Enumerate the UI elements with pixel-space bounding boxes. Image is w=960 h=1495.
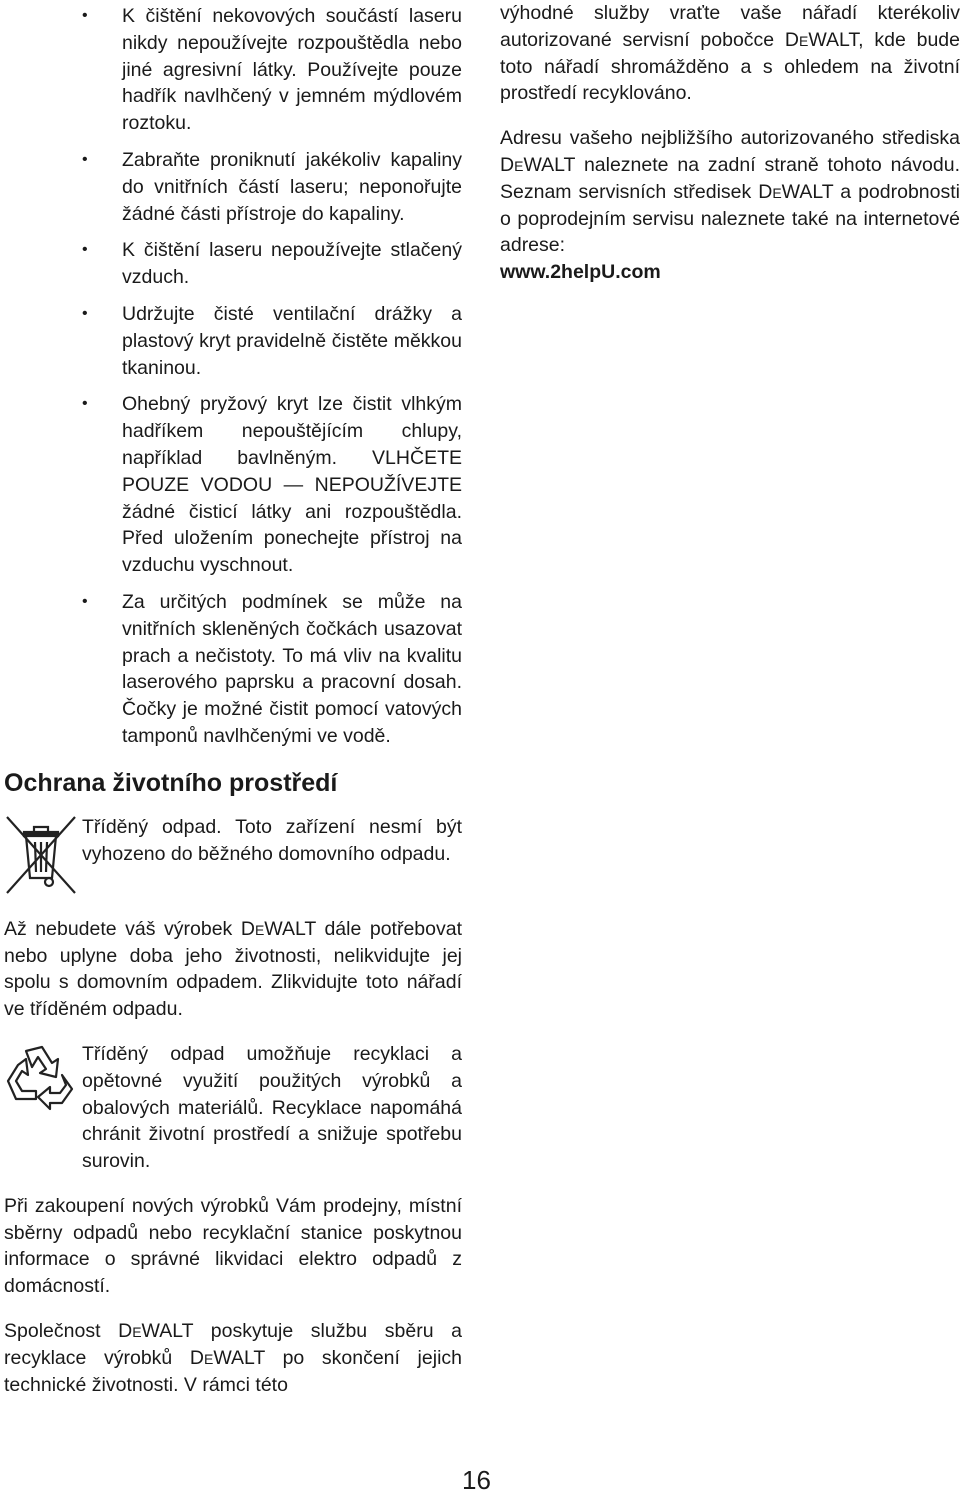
- service-paragraph-continued: výhodné služby vraťte vaše nářadí kterékoliv autorizované servisní pobočce DeWALT, kde bude toto nářadí shromážděno a s ohledem na životní prostředí recyklováno.: [500, 2, 960, 105]
- recycling-arrows-icon: [4, 1041, 78, 1115]
- maintenance-bullet-list: [4, 3, 462, 750]
- bullet-marker: •: [82, 150, 88, 168]
- purchase-paragraph: Při zakoupení nových výrobků Vám prodejny, místní sběrny odpadů nebo recyklační stanice poskytnou informace o správné likvidaci elektro odpadů z domácností.: [4, 1194, 462, 1298]
- page-number: 16: [462, 1465, 491, 1495]
- right-column: [500, 0, 960, 286]
- recycling-block: [4, 1041, 462, 1175]
- list-item: • Udržujte čisté ventilační drážky a plastový kryt pravidelně čistěte měkkou tkaninou.: [82, 302, 462, 379]
- disposal-paragraph: Až nebudete váš výrobek DeWALT dále potřebovat nebo uplyne doba jeho životnosti, nelikvidujte jej spolu s domovním odpadem. Zlikvidujte toto nářadí ve tříděném odpadu.: [4, 917, 463, 1021]
- service-paragraph: Společnost DeWALT poskytuje službu sběru a recyklace výrobků DeWALT po skončení jejich technické životnosti. V rámci této: [4, 1320, 463, 1396]
- list-item: • Ohebný pryžový kryt lze čistit vlhkým hadříkem nepouštějícím chlupy, například bavlněným. VLHČETE POUZE VODOU — NEPOUŽÍVEJTE žádné čisticí látky ani rozpouštědla. Před uložením ponechejte přístroj na vzduchu vyschnout.: [82, 393, 462, 577]
- website-link[interactable]: www.2helpU.com: [500, 261, 661, 284]
- bullet-marker: •: [82, 241, 88, 259]
- service-centre-paragraph: Adresu vašeho nejbližšího autorizovaného střediska DeWALT naleznete na zadní straně tohoto návodu. Seznam servisních středisek DeWALT a podrobnosti o poprodejním servisu naleznete také na internetové adrese: www.2helpU.com: [500, 127, 960, 284]
- bullet-marker: •: [82, 304, 88, 322]
- bullet-marker: •: [82, 592, 88, 610]
- list-item: • K čištění nekovových součástí laseru nikdy nepoužívejte rozpouštědla nebo jiné agresivní látky. Používejte pouze hadřík navlhčený v jemném mýdlovém roztoku.: [82, 5, 462, 135]
- list-item: • Za určitých podmínek se může na vnitřních skleněných čočkách usazovat prach a nečistoty. To má vliv na kvalitu laserového paprsku a pracovní dosah. Čočky je možné čistit pomocí vatových tamponů navlhčenými ve vodě.: [82, 590, 462, 747]
- section-heading: Ochrana životního prostředí: [4, 768, 338, 797]
- list-item: • Zabraňte proniknutí jakékoliv kapaliny do vnitřních částí laseru; neponořujte žádné části přístroje do kapaliny.: [82, 148, 462, 225]
- crossed-out-wheelie-bin-icon: [4, 814, 78, 896]
- left-column: [4, 3, 462, 1398]
- bullet-marker: •: [82, 7, 88, 24]
- sorted-waste-block: [4, 814, 462, 902]
- recycling-text: Tříděný odpad umožňuje recyklaci a opětovné využití použitých výrobků a obalových materiálů. Recyklace napomáhá chránit životní prostředí a snižuje spotřebu surovin.: [82, 1042, 462, 1173]
- bullet-marker: •: [82, 395, 88, 413]
- sorted-waste-text: Tříděný odpad. Toto zařízení nesmí být vyhozeno do běžného domovního odpadu.: [82, 815, 462, 865]
- list-item: • K čištění laseru nepoužívejte stlačený vzduch.: [82, 239, 462, 289]
